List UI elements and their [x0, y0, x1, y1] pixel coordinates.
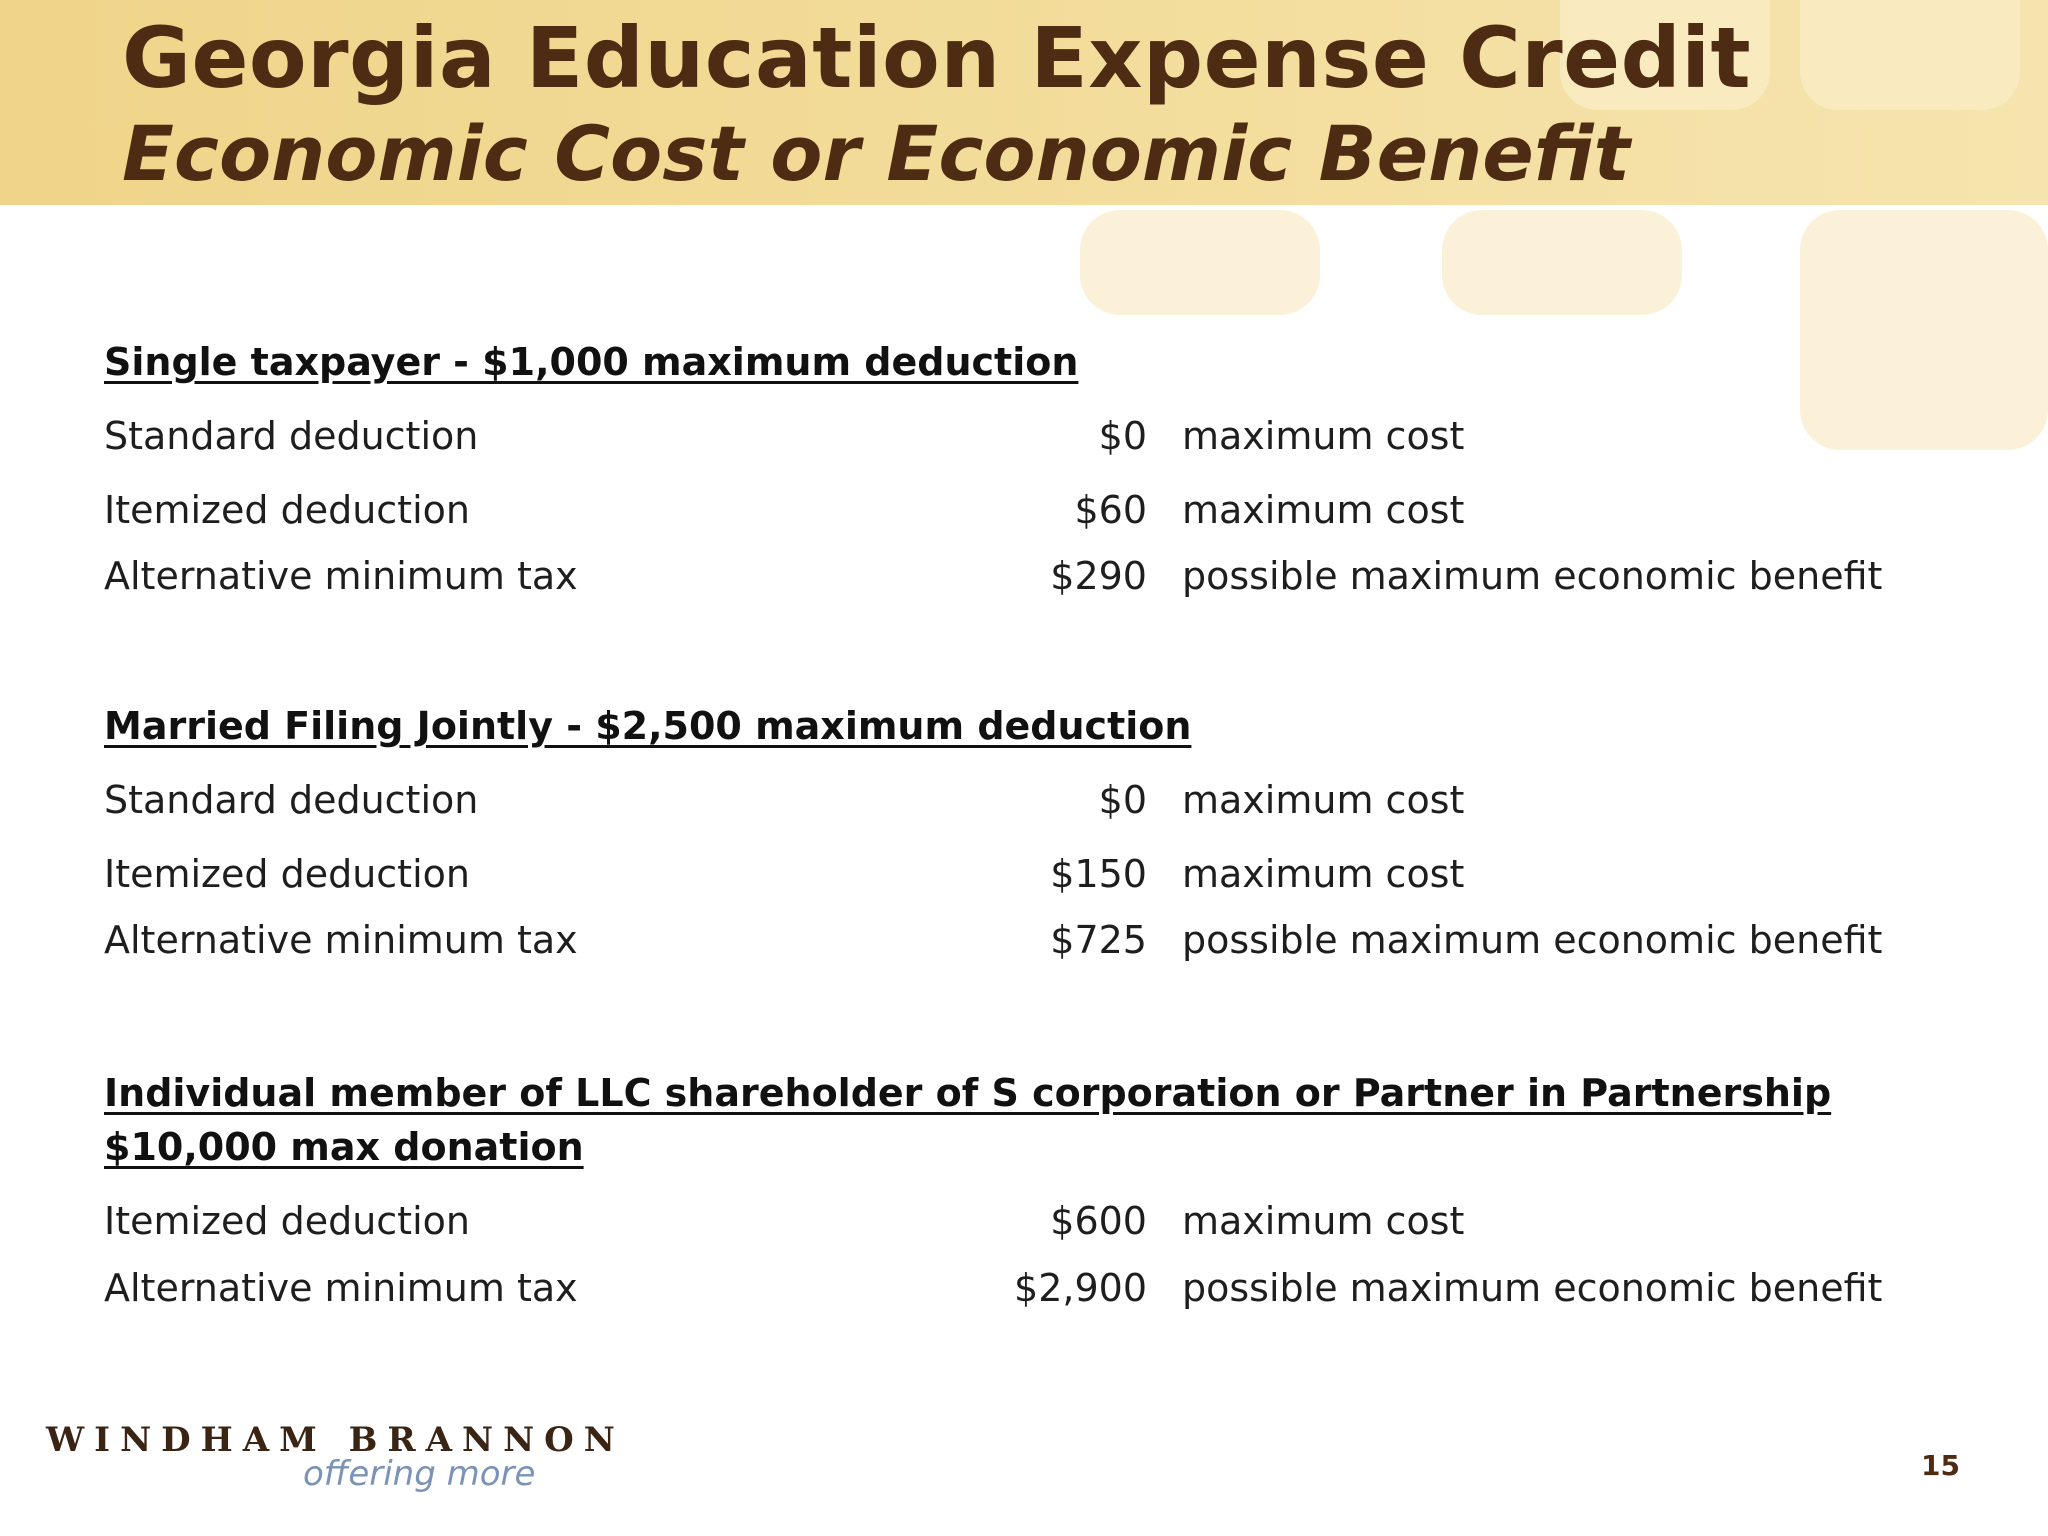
row-amount: $0 — [1098, 778, 1147, 822]
row-label: Itemized deduction — [104, 1199, 470, 1243]
page-number: 15 — [1921, 1449, 1960, 1482]
row-note: possible maximum economic benefit — [1182, 554, 1883, 598]
section-heading-llc: Individual member of LLC shareholder of S corporation or Partner in Partnership $10,000 max donation — [104, 1071, 1832, 1169]
row-amount: $2,900 — [1014, 1266, 1147, 1310]
slide-title: Georgia Education Expense Credit — [122, 9, 1752, 107]
row-amount: $60 — [1074, 488, 1147, 532]
row-label: Alternative minimum tax — [104, 1266, 578, 1310]
row-note: maximum cost — [1182, 778, 1465, 822]
company-logo-name: WINDHAM BRANNON — [46, 1420, 625, 1460]
slide-subtitle: Economic Cost or Economic Benefit — [122, 109, 1630, 198]
slide-content — [104, 0, 1964, 1400]
row-amount: $0 — [1098, 414, 1147, 458]
table-row — [104, 482, 1964, 538]
table-row — [104, 548, 1964, 604]
row-amount: $150 — [1050, 852, 1147, 896]
row-label: Itemized deduction — [104, 852, 470, 896]
row-label: Alternative minimum tax — [104, 918, 578, 962]
table-row — [104, 846, 1964, 902]
row-note: maximum cost — [1182, 414, 1465, 458]
table-row — [104, 912, 1964, 968]
row-amount: $290 — [1050, 554, 1147, 598]
table-row — [104, 772, 1964, 828]
row-note: possible maximum economic benefit — [1182, 918, 1883, 962]
row-label: Alternative minimum tax — [104, 554, 578, 598]
row-label: Standard deduction — [104, 778, 479, 822]
company-logo-tagline: offering more — [303, 1454, 536, 1494]
row-note: possible maximum economic benefit — [1182, 1266, 1883, 1310]
row-note: maximum cost — [1182, 1199, 1465, 1243]
row-amount: $725 — [1050, 918, 1147, 962]
section-heading-single: Single taxpayer - $1,000 maximum deduction — [104, 340, 1079, 384]
section-heading-married: Married Filing Jointly - $2,500 maximum deduction — [104, 704, 1192, 748]
row-note: maximum cost — [1182, 488, 1465, 532]
table-row — [104, 1193, 1964, 1249]
table-row — [104, 408, 1964, 464]
table-row — [104, 1260, 1964, 1316]
row-note: maximum cost — [1182, 852, 1465, 896]
row-label: Standard deduction — [104, 414, 479, 458]
row-label: Itemized deduction — [104, 488, 470, 532]
row-amount: $600 — [1050, 1199, 1147, 1243]
